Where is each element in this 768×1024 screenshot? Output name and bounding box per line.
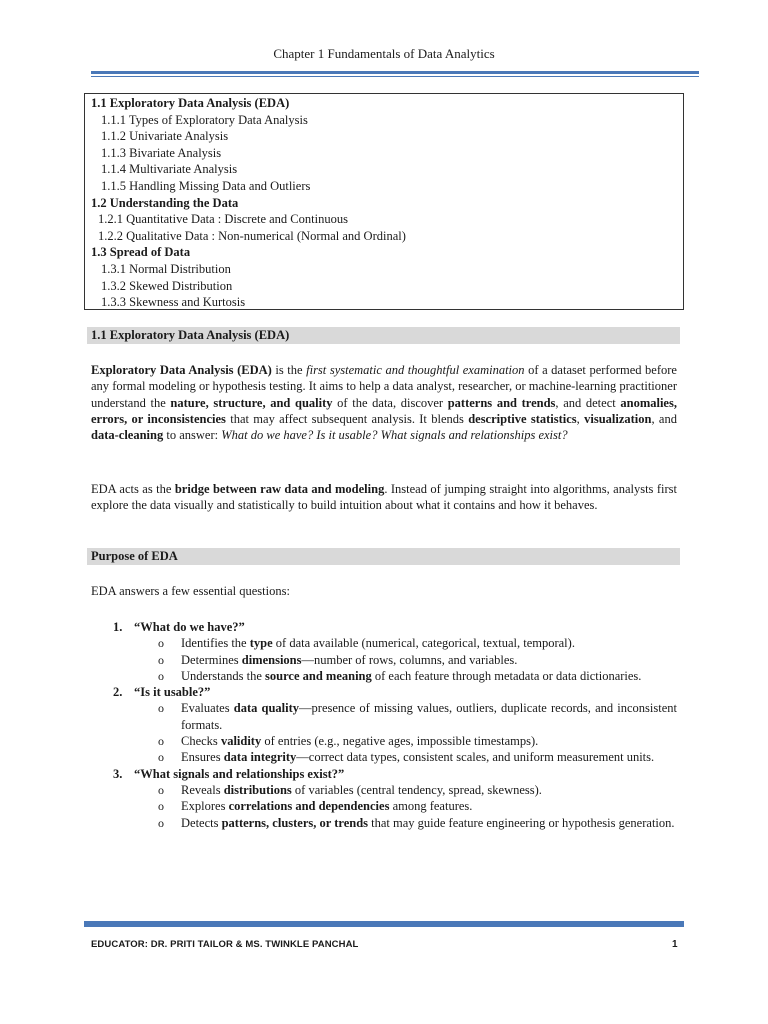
page-title: Chapter 1 Fundamentals of Data Analytics [273, 46, 495, 61]
text-run: Understands the [181, 668, 266, 683]
circle-bullet-icon: o [158, 799, 164, 814]
purpose-intro: EDA answers a few essential questions: [91, 584, 290, 598]
question-number: 3. [113, 766, 123, 781]
question-item [91, 766, 677, 782]
question-bullet [91, 733, 677, 749]
circle-bullet-icon: o [158, 815, 164, 830]
text-run: that may guide feature engineering or hypothesis generation. [368, 815, 675, 830]
text-run: of data available (numerical, categorical, textual, temporal). [272, 636, 575, 651]
question-title: “What do we have?” [134, 620, 245, 634]
toc-entry: 1.1.3 Bivariate Analysis [101, 145, 222, 160]
question-number: 2. [113, 685, 123, 700]
text-run: patterns and trends [447, 395, 556, 410]
question-list [91, 619, 677, 831]
text-run: visualization [584, 411, 652, 426]
text-run: distributions [223, 782, 292, 797]
text-run: source and meaning [265, 668, 372, 683]
toc-entry: 1.3 Spread of Data [91, 245, 191, 260]
circle-bullet-icon: o [158, 652, 164, 667]
toc-entry: 1.1.5 Handling Missing Data and Outliers [101, 178, 311, 193]
question-bullet [91, 635, 677, 651]
toc-entry: 1.3.2 Skewed Distribution [101, 278, 233, 293]
footer-rule [84, 921, 684, 927]
eda-definition-paragraph [91, 362, 677, 443]
question-item [91, 619, 677, 635]
text-run: , [576, 411, 585, 426]
question-bullet [91, 668, 677, 684]
text-run: , and [651, 411, 677, 426]
text-run: data-cleaning [91, 428, 164, 443]
text-run: bridge between raw data and modeling [174, 482, 385, 496]
circle-bullet-icon: o [158, 750, 164, 765]
text-run: What do we have? Is it usable? What signals and relationships exist? [221, 428, 568, 443]
text-run: of each feature through metadata or data dictionaries. [371, 668, 642, 683]
section-heading-eda: 1.1 Exploratory Data Analysis (EDA) [87, 327, 680, 344]
text-run: EDA acts as the [91, 482, 175, 496]
circle-bullet-icon: o [158, 701, 164, 716]
text-run: Evaluates [181, 701, 234, 716]
text-run: Ensures [181, 750, 224, 765]
text-run: data quality [233, 701, 300, 716]
text-run: of entries (e.g., negative ages, impossible timestamps). [261, 734, 539, 749]
text-run: nature, structure, and quality [170, 395, 333, 410]
text-run: dimensions [241, 652, 302, 667]
text-run: validity [220, 734, 262, 749]
question-bullet [91, 652, 677, 668]
footer-educator: EDUCATOR: DR. PRITI TAILOR & MS. TWINKLE PANCHAL [91, 939, 359, 950]
question-bullet [91, 798, 677, 814]
text-run: correlations and dependencies [228, 799, 390, 814]
text-run: , and detect [555, 395, 621, 410]
text-run: Detects [181, 815, 222, 830]
circle-bullet-icon: o [158, 734, 164, 749]
text-run: Checks [181, 734, 221, 749]
text-run: of a dataset performed before any formal modeling or hypothesis testing. It aims to help a data analyst, researcher, or machine-learning practitioner understand the [91, 363, 677, 410]
section-heading-purpose: Purpose of EDA [87, 548, 680, 565]
text-run: Exploratory Data Analysis (EDA) [91, 363, 272, 377]
text-run: among features. [389, 799, 473, 814]
text-run: of the data, discover [332, 395, 448, 410]
text-run: to answer: [163, 428, 222, 443]
page-number: 1 [672, 939, 678, 950]
toc-entry: 1.2 Understanding the Data [91, 195, 239, 210]
question-title: “Is it usable?” [134, 685, 211, 700]
text-run: —correct data types, consistent scales, and uniform measurement units. [296, 750, 655, 765]
header-rule [91, 71, 699, 74]
text-run: Identifies the [181, 636, 250, 651]
text-run: patterns, clusters, or trends [221, 815, 369, 830]
toc-entry: 1.2.2 Qualitative Data : Non-numerical (Normal and Ordinal) [98, 228, 406, 243]
text-run: that may affect subsequent analysis. It blends [225, 411, 469, 426]
toc-entry: 1.3.3 Skewness and Kurtosis [101, 295, 246, 310]
question-title: “What signals and relationships exist?” [134, 766, 345, 781]
question-bullet [91, 700, 677, 733]
text-run: Determines [181, 652, 242, 667]
text-run: data integrity [223, 750, 297, 765]
eda-bridge-paragraph [91, 481, 677, 514]
header-rule-thin [91, 76, 699, 77]
table-of-contents [84, 93, 684, 310]
text-run: Reveals [181, 782, 224, 797]
question-bullet [91, 782, 677, 798]
text-run: type [249, 636, 273, 651]
circle-bullet-icon: o [158, 782, 164, 797]
question-item [91, 684, 677, 700]
text-run: is the [271, 363, 307, 377]
text-run: . Instead of jumping straight into algorithms, analysts first explore the data visually and statistically to build intuition about what it contains and how it behaves. [91, 482, 677, 513]
question-bullet [91, 815, 677, 831]
circle-bullet-icon: o [158, 636, 164, 651]
text-run: of variables (central tendency, spread, skewness). [291, 782, 542, 797]
toc-entry: 1.1.4 Multivariate Analysis [101, 162, 238, 177]
toc-entry: 1.3.1 Normal Distribution [101, 261, 231, 276]
text-run: anomalies, errors, or inconsistencies [91, 395, 677, 426]
question-number: 1. [113, 620, 123, 634]
text-run: —presence of missing values, outliers, duplicate records, and inconsistent formats. [181, 701, 677, 732]
text-run: first systematic and thoughtful examination [306, 363, 525, 377]
text-run: Explores [181, 799, 229, 814]
toc-entry: 1.1.1 Types of Exploratory Data Analysis [101, 112, 308, 127]
circle-bullet-icon: o [158, 668, 164, 683]
toc-entry: 1.1.2 Univariate Analysis [101, 129, 229, 144]
toc-entry: 1.2.1 Quantitative Data : Discrete and Continuous [98, 212, 348, 227]
text-run: —number of rows, columns, and variables. [301, 652, 518, 667]
text-run: descriptive statistics [468, 411, 577, 426]
toc-entry: 1.1 Exploratory Data Analysis (EDA) [91, 96, 290, 110]
question-bullet [91, 749, 677, 765]
